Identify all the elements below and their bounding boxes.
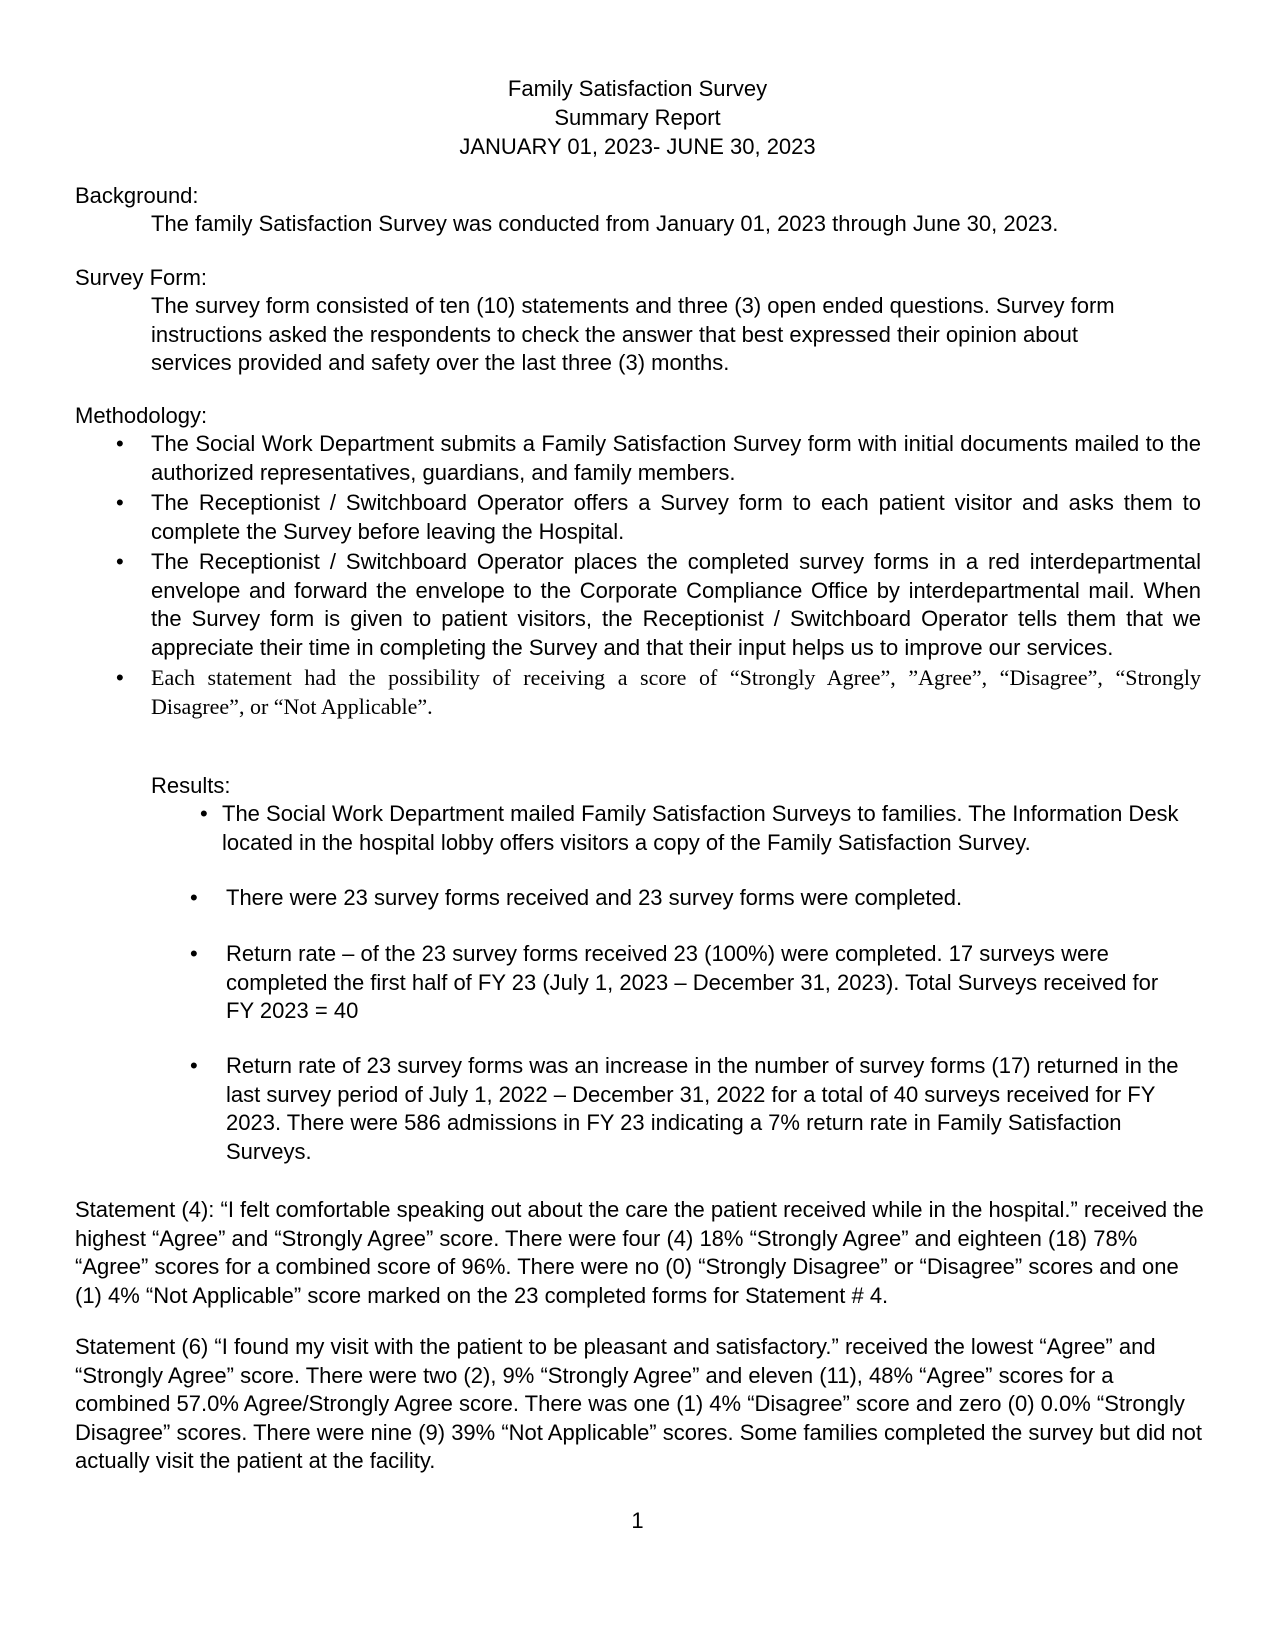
results-item-text: There were 23 survey forms received and 23 survey forms were completed. bbox=[226, 885, 963, 910]
report-title bbox=[0, 74, 1275, 161]
bullet-icon: • bbox=[116, 431, 124, 456]
background-heading: Background: bbox=[75, 183, 199, 208]
title-line-1: Family Satisfaction Survey bbox=[507, 76, 768, 101]
title-line-2: Summary Report bbox=[554, 105, 721, 130]
methodology-heading: Methodology: bbox=[75, 403, 208, 428]
results-item bbox=[190, 1052, 1202, 1166]
survey-form-heading: Survey Form: bbox=[75, 265, 208, 290]
methodology-item-text: The Receptionist / Switchboard Operator offers a Survey form to each patient visitor and asks them to complete the Survey before leaving the Hospital. bbox=[151, 490, 1201, 544]
results-item bbox=[200, 800, 1202, 857]
statement-6-paragraph: Statement (6) “I found my visit with the patient to be pleasant and satisfactory.” received the lowest “Agree” and “Strongly Agree” score. There were two (2), 9% “Strongly Agree” and eleven (11), 48% “Agree” scores for a combined 57.0% Agree/Strongly Agree score. There was one (1) 4% “Disagree” score and zero (0) 0.0% “Strongly Disagree” scores. There were nine (9) 39% “Not Applicable” scores. Some families completed the survey but did not actually visit the patient at the facility. bbox=[75, 1334, 1203, 1473]
page-number: 1 bbox=[631, 1508, 644, 1533]
bullet-icon: • bbox=[116, 490, 124, 515]
survey-form-text: The survey form consisted of ten (10) statements and three (3) open ended questions. Survey form instructions asked the respondents to check the answer that best expressed their opinion about services provided and safety over the last three (3) months. bbox=[151, 293, 1115, 375]
results-heading: Results: bbox=[151, 773, 231, 798]
results-item bbox=[190, 884, 1202, 913]
list-item bbox=[116, 430, 1201, 487]
methodology-item-text: The Social Work Department submits a Family Satisfaction Survey form with initial documents mailed to the authorized representatives, guardians, and family members. bbox=[151, 431, 1201, 485]
bullet-icon: • bbox=[190, 941, 198, 966]
bullet-icon: • bbox=[116, 665, 124, 690]
statement-4-paragraph: Statement (4): “I felt comfortable speaking out about the care the patient received while in the hospital.” received the highest “Agree” and “Strongly Agree” score. There were four (4) 18% “Strongly Agree” and eighteen (18) 78% “Agree” scores for a combined score of 96%. There were no (0) “Strongly Disagree” or “Disagree” scores and one (1) 4% “Not Applicable” score marked on the 23 completed forms for Statement # 4. bbox=[75, 1197, 1204, 1308]
bullet-icon: • bbox=[190, 1053, 198, 1078]
results-item-text: The Social Work Department mailed Family Satisfaction Surveys to families. The Information Desk located in the hospital lobby offers visitors a copy of the Family Satisfaction Survey. bbox=[222, 801, 1179, 855]
bullet-icon: • bbox=[200, 801, 208, 826]
results-item-text: Return rate – of the 23 survey forms received 23 (100%) were completed. 17 surveys were completed the first half of FY 23 (July 1, 2023 – December 31, 2023). Total Surveys received for FY 2023 = 40 bbox=[226, 941, 1159, 1023]
background-text: The family Satisfaction Survey was conducted from January 01, 2023 through June 30, 2023. bbox=[151, 211, 1059, 236]
results-item bbox=[190, 940, 1186, 1026]
list-item bbox=[116, 548, 1201, 662]
title-line-3: JANUARY 01, 2023- JUNE 30, 2023 bbox=[459, 134, 816, 159]
results-item-text: Return rate of 23 survey forms was an increase in the number of survey forms (17) returned in the last survey period of July 1, 2022 – December 31, 2022 for a total of 40 surveys received for FY 2023. There were 586 admissions in FY 23 indicating a 7% return rate in Family Satisfaction Surveys. bbox=[226, 1053, 1179, 1164]
bullet-icon: • bbox=[116, 549, 124, 574]
methodology-item-text: The Receptionist / Switchboard Operator places the completed survey forms in a red interdepartmental envelope and forward the envelope to the Corporate Compliance Office by interdepartmental mail. When the Survey form is given to patient visitors, the Receptionist / Switchboard Operator tells them that we appreciate their time in completing the Survey and that their input helps us to improve our services. bbox=[151, 549, 1201, 660]
list-item bbox=[116, 489, 1201, 546]
methodology-list bbox=[116, 430, 1201, 723]
list-item bbox=[116, 664, 1201, 721]
methodology-item-text: Each statement had the possibility of receiving a score of “Strongly Agree”, ”Agree”, “Disagree”, “Strongly Disagree”, or “Not Applicable”. bbox=[151, 665, 1201, 719]
bullet-icon: • bbox=[190, 885, 198, 910]
